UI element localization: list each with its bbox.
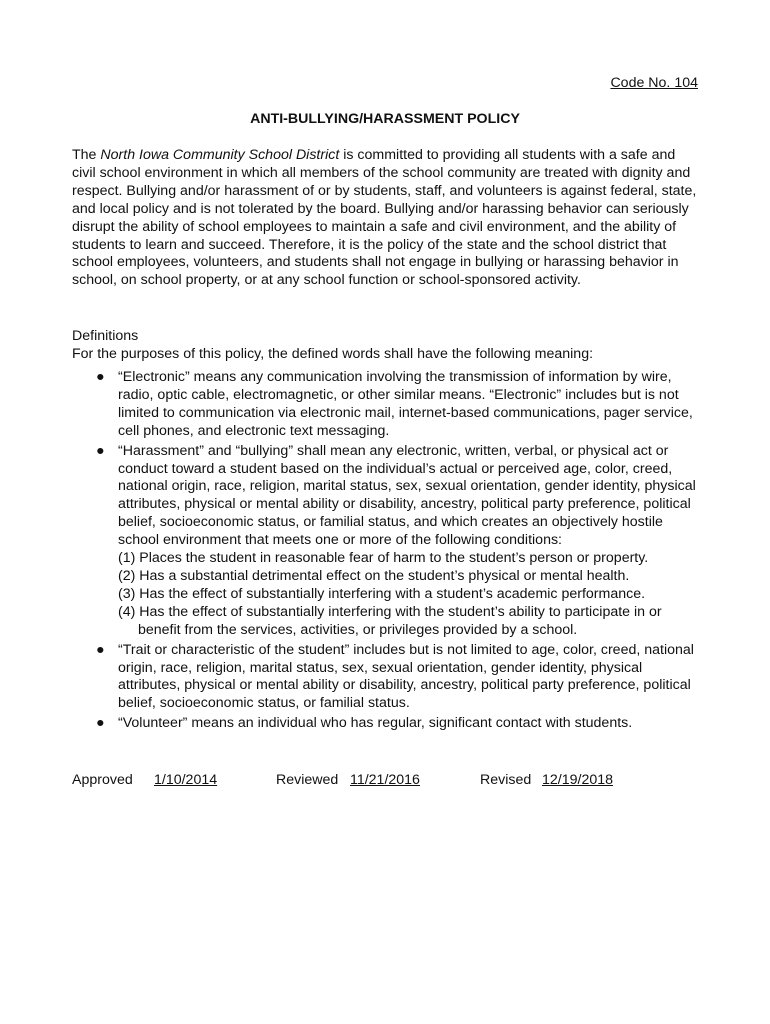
code-number: Code No. 104 [610, 75, 698, 91]
definition-volunteer [72, 715, 698, 733]
approved-label: Approved [72, 772, 133, 788]
definition-text: “Electronic” means any communication involving the transmission of information by wire, radio, optic cable, electromagnetic, or other similar means. “Electronic” includes but is not limited to communication via electronic mail, internet-based communications, pager service, cell phones, and electronic text messaging. [118, 369, 693, 439]
reviewed-label: Reviewed [276, 772, 339, 788]
condition-item: (4) Has the effect of substantially interfering with the student’s ability to participate in or benefit from the services, activities, or privileges provided by a school. [118, 603, 662, 638]
definition-text: “Trait or characteristic of the student” includes but is not limited to age, color, creed, national origin, race, religion, marital status, sex, sexual orientation, gender identity, physical attributes, physical or mental ability or disability, ancestry, political party preference, political belief, socioeconomic status, or familial status. [118, 641, 694, 712]
bullet-icon: ● [96, 369, 105, 385]
definition-text: “Harassment” and “bullying” shall mean any electronic, written, verbal, or physical act or conduct toward a student based on the individual’s actual or perceived age, color, creed, national origin, race, religion, marital status, sex, sexual orientation, gender identity, physical attributes, physical or mental ability or disability, ancestry, political party preference, political belief, socioeconomic status, or familial status, and which creates an objectively hostile school environment that meets one or more of the following conditions: [118, 442, 696, 549]
reviewed-date: 11/21/2016 [350, 772, 420, 788]
revised-date: 12/19/2018 [542, 772, 614, 788]
bullet-icon: ● [96, 641, 105, 658]
condition-item: (1) Places the student in reasonable fear of harm to the student’s person or property. [118, 550, 649, 567]
definition-trait [72, 642, 698, 714]
condition-item: (2) Has a substantial detrimental effect on the student’s physical or mental health. [118, 567, 630, 584]
definition-electronic [72, 369, 698, 441]
revised-label: Revised [480, 772, 532, 788]
approved-date: 1/10/2014 [154, 772, 218, 788]
district-name: North Iowa Community School District [100, 147, 340, 163]
definitions-lead: For the purposes of this policy, the defined words shall have the following meaning: [72, 346, 594, 362]
conditions-list [118, 550, 698, 640]
definitions-heading: Definitions [72, 328, 139, 344]
bullet-icon: ● [96, 442, 105, 459]
bullet-icon: ● [96, 715, 105, 732]
intro-body: is committed to providing all students with a safe and civil school environment in which all members of the school community are treated with dignity and respect. Bullying and/or harassment of or by students, staff, and volunteers is against federal, state, and local policy and is not tolerated by the board. Bullying and/or harassing behavior can seriously disrupt the ability of school employees to maintain a safe and civil environment, and the ability of students to learn and succeed. Therefore, it is the policy of the state and the school district that school employees, volunteers, and students shall not engage in bullying or harassing behavior in school, on school property, or at any school function or school-sponsored activity. [72, 147, 697, 289]
intro-prefix: The [72, 147, 101, 163]
definitions-list [72, 369, 698, 735]
definition-text: “Volunteer” means an individual who has regular, significant contact with students. [118, 715, 633, 732]
intro-paragraph [72, 147, 698, 290]
policy-title: ANTI-BULLYING/HARASSMENT POLICY [250, 111, 520, 127]
definition-harassment [72, 443, 698, 640]
condition-item: (3) Has the effect of substantially interfering with a student’s academic performance. [118, 585, 646, 602]
